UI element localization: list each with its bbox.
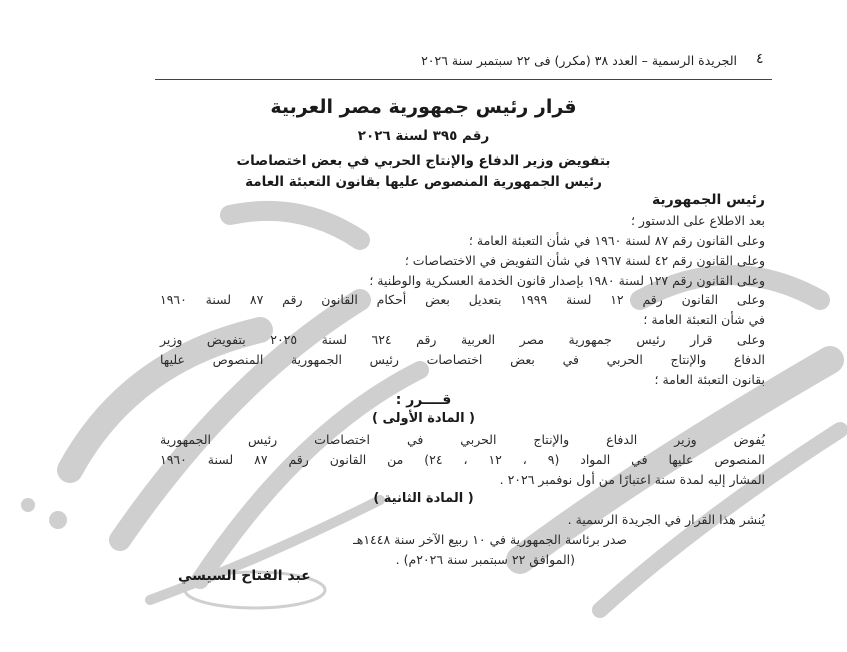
article-2-heading: ( المادة الثانية ) (373, 491, 474, 506)
preamble-line: بقانون التعبئة العامة ؛ (654, 372, 765, 387)
decree-subject-line-1: بتفويض وزير الدفاع والإنتاج الحربي في بعض اختصاصات (236, 153, 611, 169)
header-divider (155, 79, 772, 80)
issued-line: (الموافق ٢٢ سبتمبر سنة ٢٠٢٦م) . (395, 552, 575, 567)
article-1-line: المشار إليه لمدة سنة اعتبارًا من أول نوفمبر ٢٠٢٦ . (499, 472, 765, 487)
preamble-line: وعلى قرار رئيس جمهورية مصر العربية رقم ٦٢٤ لسنة ٢٠٢٥ بتفويض وزير (160, 332, 765, 347)
article-1-line: المنصوص عليها في المواد (٩ ، ١٢ ، ٢٤) من القانون رقم ٨٧ لسنة ١٩٦٠ (160, 452, 766, 467)
decree-subject-line-2: رئيس الجمهورية المنصوص عليها بقانون التعبئة العامة (245, 174, 602, 190)
preamble-line: في شأن التعبئة العامة ؛ (643, 312, 765, 327)
running-header: الجريدة الرسمية – العدد ٣٨ (مكرر) فى ٢٢ سبتمبر سنة ٢٠٢٦ (421, 53, 737, 68)
article-1-line: يُفوض وزير الدفاع والإنتاج الحربي في اختصاصات رئيس الجمهورية (160, 432, 765, 447)
preamble-line: وعلى القانون رقم ٨٧ لسنة ١٩٦٠ في شأن التعبئة العامة ؛ (468, 233, 765, 248)
decree-number: رقم ٣٩٥ لسنة ٢٠٢٦ (357, 128, 490, 144)
preamble-line: وعلى القانون رقم ٤٢ لسنة ١٩٦٧ في شأن التفويض في الاختصاصات ؛ (404, 253, 765, 268)
president-signature: عبد الفتاح السيسي (178, 568, 311, 584)
decided-heading: قــــرر : (395, 392, 452, 408)
preamble-line: وعلى القانون رقم ١٢ لسنة ١٩٩٩ بتعديل بعض أحكام القانون رقم ٨٧ لسنة ١٩٦٠ (160, 292, 765, 307)
article-2-line: يُنشر هذا القرار في الجريدة الرسمية . (567, 512, 765, 527)
decree-title: قرار رئيس جمهورية مصر العربية (270, 96, 577, 118)
article-1-heading: ( المادة الأولى ) (372, 411, 475, 426)
preamble-line: وعلى القانون رقم ١٢٧ لسنة ١٩٨٠ بإصدار قانون الخدمة العسكرية والوطنية ؛ (369, 273, 765, 288)
preamble-line: الدفاع والإنتاج الحربي في بعض اختصاصات رئيس الجمهورية المنصوص عليها (160, 352, 765, 367)
page-number: ٤ (756, 51, 764, 67)
preamble-line: بعد الاطلاع على الدستور ؛ (630, 213, 765, 228)
issuer-heading: رئيس الجمهورية (651, 192, 765, 208)
issued-line: صدر برئاسة الجمهورية في ١٠ ربيع الآخر سنة ١٤٤٨هـ (353, 532, 627, 547)
